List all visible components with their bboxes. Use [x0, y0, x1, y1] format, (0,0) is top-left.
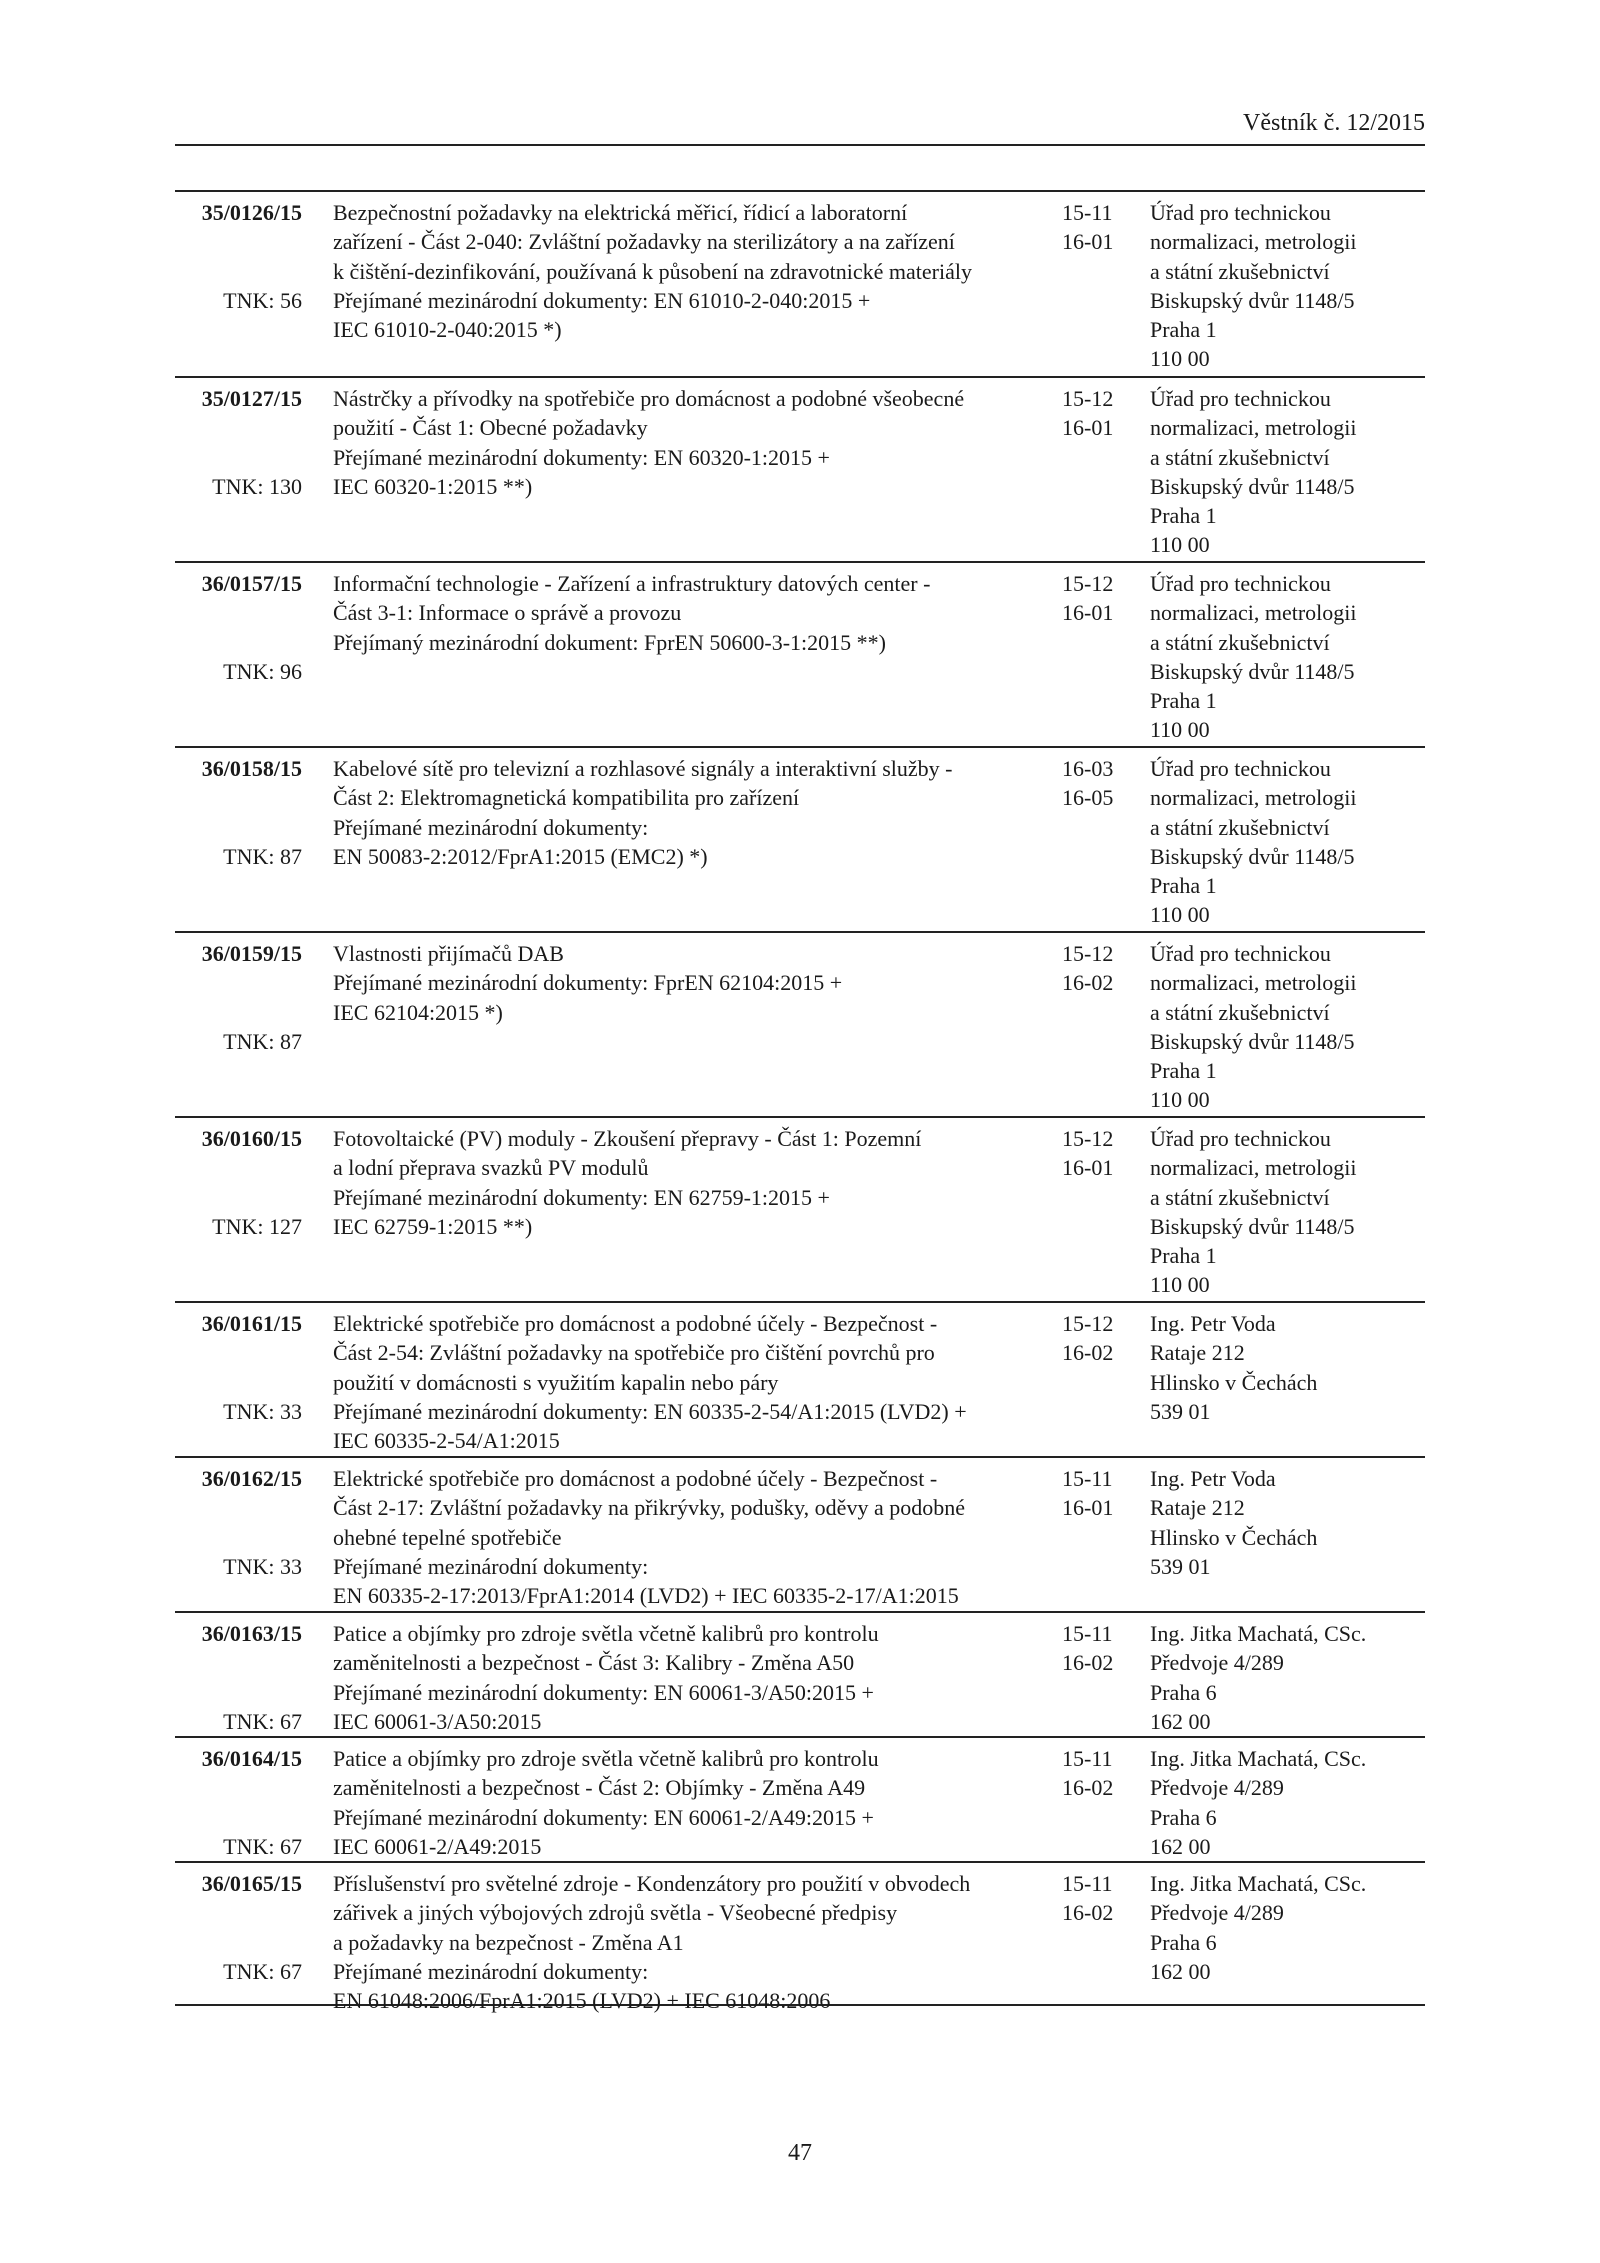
entry-title-line: IEC 62759-1:2015 **): [333, 1213, 533, 1239]
entry-address-line: Praha 1: [1150, 688, 1217, 714]
entry-address-line: Biskupský dvůr 1148/5: [1150, 1028, 1355, 1054]
entry-number: 36/0162/15: [201, 1466, 302, 1491]
entry-number: 36/0161/15: [201, 1311, 302, 1336]
entry-address-line: Biskupský dvůr 1148/5: [1150, 473, 1355, 499]
entry-dates-cell: [1062, 1744, 1132, 1803]
entry-title-cell: [333, 569, 1043, 657]
entry-id-cell: [175, 754, 302, 869]
entry-number: 36/0157/15: [201, 571, 302, 596]
entry-id-cell: [175, 1464, 302, 1579]
entry-address-line: 110 00: [1150, 1272, 1210, 1298]
entry-title-line: použití v domácnosti s využitím kapalin nebo páry: [333, 1369, 779, 1395]
entry-number: 35/0126/15: [201, 200, 302, 225]
entry-date: 15-11: [1062, 1746, 1113, 1771]
entry-address-line: Praha 1: [1150, 873, 1217, 899]
entry-date: 16-01: [1062, 415, 1114, 441]
entry-address-line: 110 00: [1150, 532, 1210, 558]
entry-number: 36/0164/15: [201, 1746, 302, 1771]
entry-id-cell: [175, 1744, 302, 1859]
entry-title-line: Informační technologie - Zařízení a infrastruktury datových center -: [333, 571, 931, 596]
entry-title-line: Přejímané mezinárodní dokumenty:: [333, 1553, 649, 1579]
entry-date: 16-05: [1062, 785, 1114, 811]
entry-title-line: Elektrické spotřebiče pro domácnost a podobné účely - Bezpečnost -: [333, 1466, 938, 1491]
entry-dates-cell: [1062, 569, 1132, 628]
entry-address-cell: [1150, 1869, 1425, 1986]
entry-title-line: Přejímaný mezinárodní dokument: FprEN 50600-3-1:2015 **): [333, 629, 886, 655]
entry-title-line: IEC 60320-1:2015 **): [333, 473, 533, 499]
table-row: [175, 1458, 1425, 1613]
entry-title-cell: [333, 1744, 1043, 1861]
entry-date: 16-03: [1062, 756, 1114, 781]
table-row: [175, 748, 1425, 933]
entry-date: 15-11: [1062, 1871, 1113, 1896]
entry-title-line: Přejímané mezinárodní dokumenty: FprEN 62104:2015 +: [333, 970, 843, 996]
entry-address-line: a státní zkušebnictví: [1150, 444, 1330, 470]
entry-id-cell: [175, 1124, 302, 1239]
entry-address-line: Úřad pro technickou: [1150, 756, 1331, 781]
entry-tnk: TNK: 56: [223, 287, 302, 313]
entry-title-line: Elektrické spotřebiče pro domácnost a podobné účely - Bezpečnost -: [333, 1311, 938, 1336]
entry-title-line: EN 61048:2006/FprA1:2015 (LVD2) + IEC 61048:2006: [333, 1988, 831, 2014]
entry-title-line: a požadavky na bezpečnost - Změna A1: [333, 1929, 684, 1955]
standards-table: [175, 190, 1425, 2014]
entry-title-line: Část 2: Elektromagnetická kompatibilita pro zařízení: [333, 785, 800, 811]
entry-title-line: Vlastnosti přijímačů DAB: [333, 941, 564, 966]
entry-id-cell: [175, 1309, 302, 1424]
entry-address-line: Rataje 212: [1150, 1340, 1245, 1366]
entry-date: 15-12: [1062, 386, 1114, 411]
entry-title-line: Přejímané mezinárodní dokumenty: EN 60061-2/A49:2015 +: [333, 1804, 874, 1830]
table-row: [175, 1118, 1425, 1303]
entry-title-line: Přejímané mezinárodní dokumenty: EN 61010-2-040:2015 +: [333, 287, 871, 313]
entry-dates-cell: [1062, 384, 1132, 443]
entry-tnk: TNK: 87: [223, 1028, 302, 1054]
entry-address-line: Rataje 212: [1150, 1495, 1245, 1521]
entry-tnk: TNK: 96: [223, 658, 302, 684]
entry-date: 15-12: [1062, 1311, 1114, 1336]
entry-title-line: zaměnitelnosti a bezpečnost - Část 3: Kalibry - Změna A50: [333, 1650, 855, 1676]
entry-address-line: normalizaci, metrologii: [1150, 1155, 1357, 1181]
entry-address-line: 110 00: [1150, 346, 1210, 372]
entry-title-line: Přejímané mezinárodní dokumenty:: [333, 1958, 649, 1984]
entry-title-cell: [333, 1619, 1043, 1736]
entry-address-cell: [1150, 198, 1425, 374]
entry-date: 16-01: [1062, 229, 1114, 255]
entry-title-line: IEC 60335-2-54/A1:2015: [333, 1428, 560, 1454]
entry-title-line: Kabelové sítě pro televizní a rozhlasové signály a interaktivní služby -: [333, 756, 953, 781]
entry-dates-cell: [1062, 1464, 1132, 1523]
entry-address-line: 110 00: [1150, 1087, 1210, 1113]
entry-title-line: Přejímané mezinárodní dokumenty:: [333, 814, 649, 840]
entry-id-cell: [175, 198, 302, 313]
entry-tnk: TNK: 33: [223, 1398, 302, 1424]
entry-address-line: Ing. Jitka Machatá, CSc.: [1150, 1871, 1367, 1896]
entry-tnk: TNK: 67: [223, 1833, 302, 1859]
entry-title-line: Část 3-1: Informace o správě a provozu: [333, 600, 682, 626]
entry-address-cell: [1150, 754, 1425, 930]
entry-address-line: Úřad pro technickou: [1150, 941, 1331, 966]
entry-id-cell: [175, 1619, 302, 1734]
entry-date: 16-02: [1062, 1340, 1114, 1366]
entry-title-line: zařízení - Část 2-040: Zvláštní požadavky na sterilizátory a na zařízení: [333, 229, 955, 255]
entry-address-line: 110 00: [1150, 902, 1210, 928]
entry-address-line: Ing. Petr Voda: [1150, 1311, 1276, 1336]
entry-title-line: IEC 60061-3/A50:2015: [333, 1708, 542, 1734]
entry-address-line: normalizaci, metrologii: [1150, 229, 1357, 255]
entry-date: 16-02: [1062, 970, 1114, 996]
entry-address-line: Biskupský dvůr 1148/5: [1150, 658, 1355, 684]
entry-title-line: Patice a objímky pro zdroje světla včetně kalibrů pro kontrolu: [333, 1746, 879, 1771]
entry-address-cell: [1150, 1619, 1425, 1736]
entry-tnk: TNK: 130: [212, 473, 302, 499]
entry-title-line: EN 50083-2:2012/FprA1:2015 (EMC2) *): [333, 843, 708, 869]
entry-address-line: Praha 6: [1150, 1679, 1217, 1705]
entry-address-line: Hlinsko v Čechách: [1150, 1524, 1318, 1550]
entry-id-cell: [175, 384, 302, 499]
entry-address-line: Biskupský dvůr 1148/5: [1150, 843, 1355, 869]
entry-title-cell: [333, 1309, 1043, 1455]
entry-number: 36/0163/15: [201, 1621, 302, 1646]
entry-dates-cell: [1062, 939, 1132, 998]
entry-tnk: TNK: 87: [223, 843, 302, 869]
table-row: [175, 192, 1425, 378]
entry-title-line: zaměnitelnosti a bezpečnost - Část 2: Objímky - Změna A49: [333, 1775, 866, 1801]
entry-address-line: normalizaci, metrologii: [1150, 600, 1357, 626]
entry-address-cell: [1150, 939, 1425, 1115]
entry-title-line: Přejímané mezinárodní dokumenty: EN 60335-2-54/A1:2015 (LVD2) +: [333, 1398, 967, 1424]
entry-address-line: Úřad pro technickou: [1150, 386, 1331, 411]
entry-title-line: ohebné tepelné spotřebiče: [333, 1524, 562, 1550]
entry-title-cell: [333, 384, 1043, 501]
page-number: 47: [788, 2140, 812, 2166]
entry-title-line: Příslušenství pro světelné zdroje - Kondenzátory pro použití v obvodech: [333, 1871, 971, 1896]
entry-date: 15-11: [1062, 200, 1113, 225]
entry-date: 16-02: [1062, 1900, 1114, 1926]
entry-address-line: Předvoje 4/289: [1150, 1775, 1284, 1801]
table-row: [175, 563, 1425, 748]
table-row: [175, 1863, 1425, 2014]
entry-title-line: IEC 62104:2015 *): [333, 999, 503, 1025]
entry-address-line: a státní zkušebnictví: [1150, 629, 1330, 655]
entry-address-cell: [1150, 1744, 1425, 1861]
entry-title-line: Nástrčky a přívodky na spotřebiče pro domácnost a podobné všeobecné: [333, 386, 965, 411]
table-row: [175, 1303, 1425, 1458]
entry-title-line: Patice a objímky pro zdroje světla včetně kalibrů pro kontrolu: [333, 1621, 879, 1646]
entry-address-line: Hlinsko v Čechách: [1150, 1369, 1318, 1395]
entry-address-line: a státní zkušebnictví: [1150, 814, 1330, 840]
entry-title-line: k čištění-dezinfikování, používaná k působení na zdravotnické materiály: [333, 258, 972, 284]
entry-title-line: IEC 61010-2-040:2015 *): [333, 317, 562, 343]
entry-tnk: TNK: 33: [223, 1553, 302, 1579]
entry-date: 15-12: [1062, 571, 1114, 596]
entry-number: 35/0127/15: [201, 386, 302, 411]
entry-tnk: TNK: 67: [223, 1708, 302, 1734]
entry-tnk: TNK: 127: [212, 1213, 302, 1239]
entry-number: 36/0165/15: [201, 1871, 302, 1896]
entry-title-line: použití - Část 1: Obecné požadavky: [333, 415, 648, 441]
entry-date: 16-01: [1062, 1495, 1114, 1521]
entry-title-line: EN 60335-2-17:2013/FprA1:2014 (LVD2) + IEC 60335-2-17/A1:2015: [333, 1583, 959, 1609]
entry-address-line: Úřad pro technickou: [1150, 571, 1331, 596]
entry-title-line: Část 2-54: Zvláštní požadavky na spotřebiče pro čištění povrchů pro: [333, 1340, 935, 1366]
table-row: [175, 1613, 1425, 1738]
entry-tnk: TNK: 67: [223, 1958, 302, 1984]
entry-title-cell: [333, 198, 1043, 344]
entry-address-line: Praha 1: [1150, 1243, 1217, 1269]
entry-title-line: Přejímané mezinárodní dokumenty: EN 62759-1:2015 +: [333, 1184, 830, 1210]
entry-address-line: 162 00: [1150, 1833, 1211, 1859]
entry-title-line: IEC 60061-2/A49:2015: [333, 1833, 542, 1859]
entry-address-line: Úřad pro technickou: [1150, 200, 1331, 225]
entry-address-line: normalizaci, metrologii: [1150, 785, 1357, 811]
entry-address-line: 539 01: [1150, 1553, 1211, 1579]
entry-address-line: normalizaci, metrologii: [1150, 415, 1357, 441]
entry-address-line: Předvoje 4/289: [1150, 1900, 1284, 1926]
entry-title-cell: [333, 939, 1043, 1027]
entry-date: 16-02: [1062, 1650, 1114, 1676]
entry-address-line: Praha 1: [1150, 1058, 1217, 1084]
table-row: [175, 1738, 1425, 1863]
entry-date: 16-01: [1062, 1155, 1114, 1181]
entry-address-line: Biskupský dvůr 1148/5: [1150, 1213, 1355, 1239]
entry-address-line: Ing. Jitka Machatá, CSc.: [1150, 1746, 1367, 1771]
entry-address-cell: [1150, 1464, 1425, 1581]
entry-title-line: Přejímané mezinárodní dokumenty: EN 60061-3/A50:2015 +: [333, 1679, 874, 1705]
entry-date: 15-11: [1062, 1466, 1113, 1491]
entry-address-cell: [1150, 384, 1425, 560]
entry-dates-cell: [1062, 1869, 1132, 1928]
entry-address-cell: [1150, 569, 1425, 745]
entry-date: 15-12: [1062, 941, 1114, 966]
entry-address-cell: [1150, 1309, 1425, 1426]
entry-dates-cell: [1062, 198, 1132, 257]
entry-address-line: Praha 6: [1150, 1929, 1217, 1955]
entry-dates-cell: [1062, 1124, 1132, 1183]
entry-title-cell: [333, 1464, 1043, 1610]
entry-address-line: Biskupský dvůr 1148/5: [1150, 287, 1355, 313]
entry-address-line: 162 00: [1150, 1958, 1211, 1984]
table-row: [175, 933, 1425, 1118]
entry-date: 15-12: [1062, 1126, 1114, 1151]
entry-address-line: Praha 6: [1150, 1804, 1217, 1830]
entry-date: 16-01: [1062, 600, 1114, 626]
entry-address-line: Praha 1: [1150, 503, 1217, 529]
entry-address-line: Ing. Jitka Machatá, CSc.: [1150, 1621, 1367, 1646]
entry-address-line: 110 00: [1150, 717, 1210, 743]
entry-address-line: Předvoje 4/289: [1150, 1650, 1284, 1676]
entry-title-cell: [333, 1124, 1043, 1241]
entry-address-line: Ing. Petr Voda: [1150, 1466, 1276, 1491]
entry-title-line: Přejímané mezinárodní dokumenty: EN 60320-1:2015 +: [333, 444, 830, 470]
entry-title-line: a lodní přeprava svazků PV modulů: [333, 1155, 649, 1181]
entry-address-cell: [1150, 1124, 1425, 1300]
entry-date: 15-11: [1062, 1621, 1113, 1646]
entry-number: 36/0160/15: [201, 1126, 302, 1151]
entry-title-line: Část 2-17: Zvláštní požadavky na přikrývky, podušky, oděvy a podobné: [333, 1495, 965, 1521]
entry-title-line: Fotovoltaické (PV) moduly - Zkoušení přepravy - Část 1: Pozemní: [333, 1126, 922, 1151]
entry-id-cell: [175, 1869, 302, 1984]
entry-address-line: Úřad pro technickou: [1150, 1126, 1331, 1151]
entry-title-line: Bezpečnostní požadavky na elektrická měřicí, řídicí a laboratorní: [333, 200, 908, 225]
entry-title-cell: [333, 1869, 1043, 2015]
entry-date: 16-02: [1062, 1775, 1114, 1801]
entry-dates-cell: [1062, 754, 1132, 813]
entry-id-cell: [175, 569, 302, 684]
entry-number: 36/0159/15: [201, 941, 302, 966]
entry-address-line: a státní zkušebnictví: [1150, 1184, 1330, 1210]
table-row: [175, 378, 1425, 563]
entry-dates-cell: [1062, 1619, 1132, 1678]
entry-address-line: 162 00: [1150, 1708, 1211, 1734]
entry-title-line: zářivek a jiných výbojových zdrojů světla - Všeobecné předpisy: [333, 1900, 898, 1926]
publication-title: Věstník č. 12/2015: [1243, 110, 1425, 136]
entry-number: 36/0158/15: [201, 756, 302, 781]
page-header: [175, 108, 1425, 146]
entry-address-line: 539 01: [1150, 1398, 1211, 1424]
entry-dates-cell: [1062, 1309, 1132, 1368]
entry-address-line: a státní zkušebnictví: [1150, 258, 1330, 284]
entry-address-line: normalizaci, metrologii: [1150, 970, 1357, 996]
entry-address-line: Praha 1: [1150, 317, 1217, 343]
entry-id-cell: [175, 939, 302, 1054]
entry-title-cell: [333, 754, 1043, 871]
entry-address-line: a státní zkušebnictví: [1150, 999, 1330, 1025]
